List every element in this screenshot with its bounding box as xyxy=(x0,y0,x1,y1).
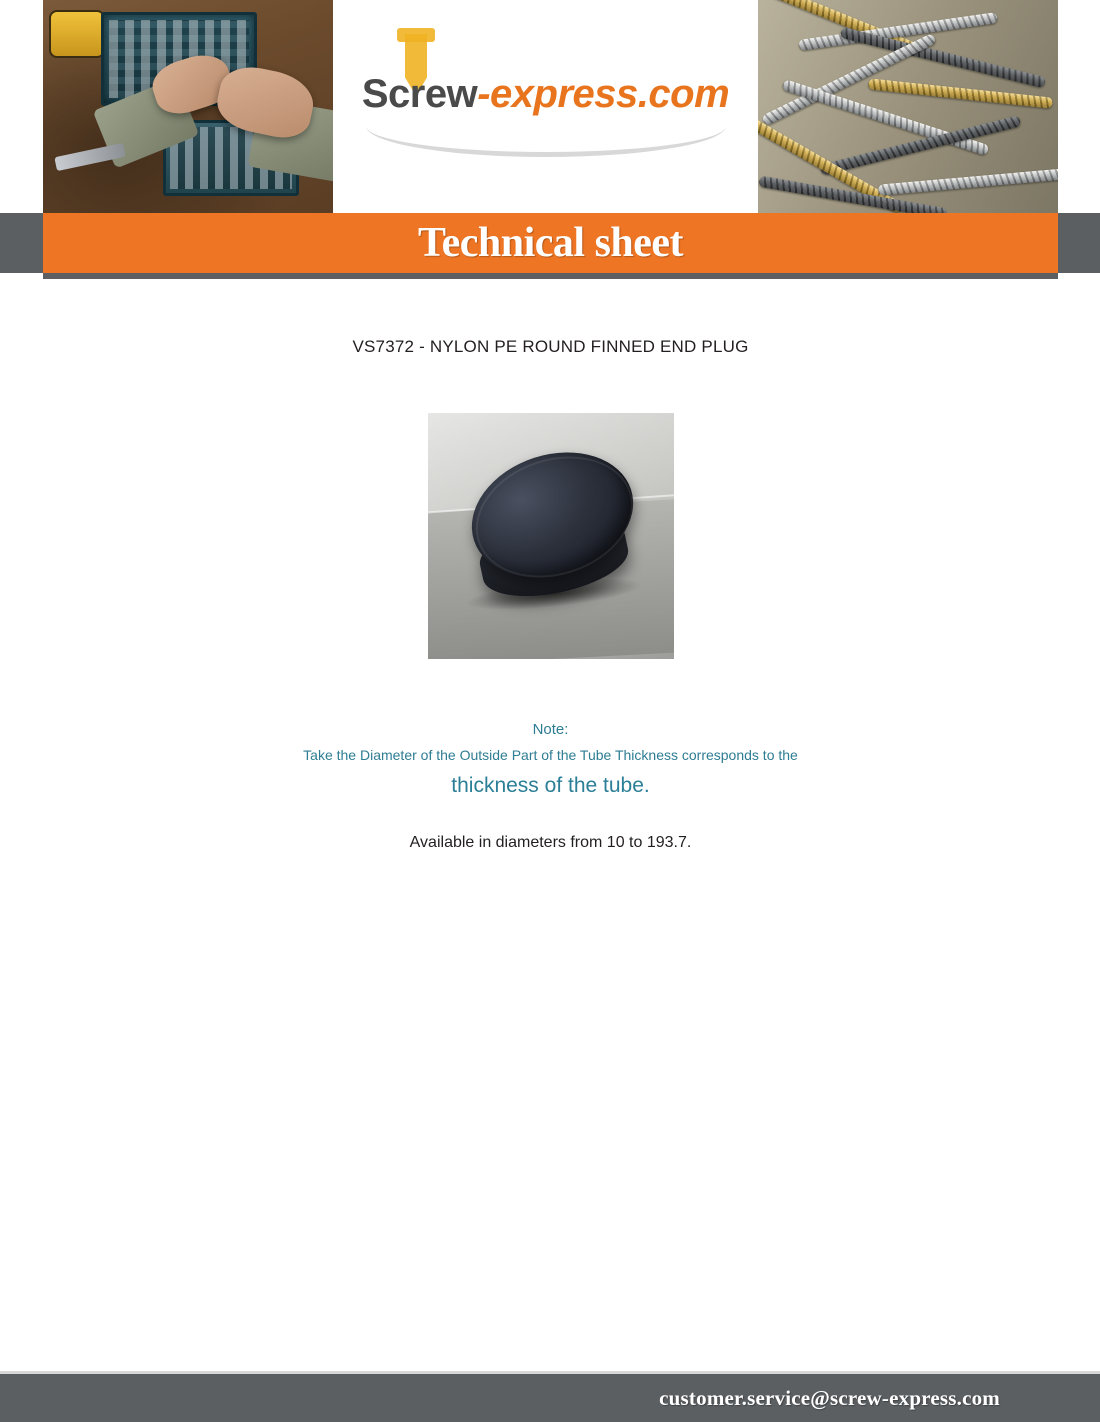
logo-area xyxy=(333,0,758,213)
screws-photo xyxy=(758,0,1058,213)
brand-logo-prefix: Screw xyxy=(361,72,478,116)
tape-measure-icon xyxy=(49,10,105,58)
hand-tool xyxy=(54,143,125,171)
banner-title: Technical sheet xyxy=(417,220,684,266)
brand-logo-separator: - xyxy=(477,72,491,116)
availability-text: Available in diameters from 10 to 193.7. xyxy=(409,834,692,851)
product-title: VS7372 - NYLON PE ROUND FINNED END PLUG xyxy=(352,337,749,356)
product-image xyxy=(428,413,674,659)
sheet-content xyxy=(43,279,1058,852)
brand-logo xyxy=(362,72,729,117)
footer-email: customer.service@screw-express.com xyxy=(659,1385,1000,1410)
page-footer xyxy=(0,1374,1100,1422)
banner-right-cap xyxy=(1058,213,1100,273)
brand-logo-suffix: express.com xyxy=(490,72,730,116)
page-header xyxy=(43,0,1058,213)
technical-sheet-banner xyxy=(43,213,1058,273)
logo-swoosh xyxy=(366,126,726,157)
workbench-photo xyxy=(43,0,333,213)
banner-left-cap xyxy=(0,213,43,273)
note-line-2: thickness of the tube. xyxy=(451,774,650,797)
technical-sheet-page xyxy=(43,0,1058,1422)
note-block xyxy=(43,721,1058,798)
note-label: Note: xyxy=(532,721,569,738)
note-line-1: Take the Diameter of the Outside Part of the Tube Thickness corresponds to the xyxy=(303,747,798,763)
